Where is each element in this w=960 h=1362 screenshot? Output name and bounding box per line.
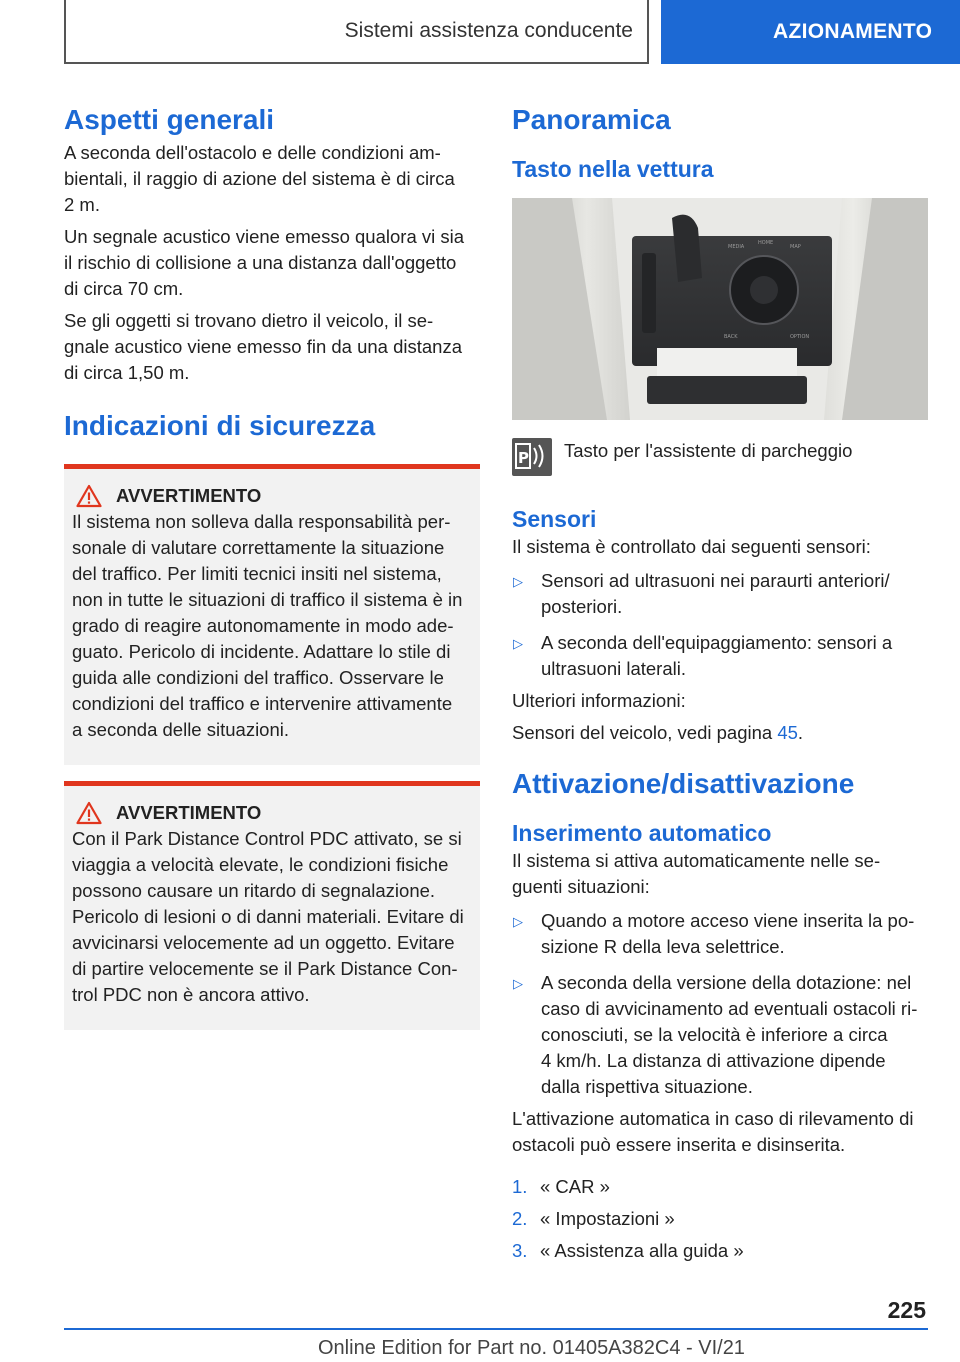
parking-assistant-icon	[512, 438, 552, 476]
step-text: « CAR »	[540, 1176, 610, 1197]
step-number: 2.	[512, 1208, 528, 1229]
step-item	[512, 1174, 928, 1200]
sensors-intro: Il sistema è controllato dai seguenti sensori:	[512, 536, 871, 557]
heading-button: Tasto nella vettura	[512, 156, 714, 182]
heading-auto: Inserimento automatico	[512, 820, 772, 846]
heading-general: Aspetti generali	[64, 104, 275, 135]
warning-title	[72, 483, 472, 509]
list-item	[512, 970, 928, 1100]
text-line: non in tutte le situazioni di traffico il sistema è in	[72, 589, 463, 610]
text-line: Il sistema si attiva automaticamente nelle se-	[512, 850, 881, 871]
paragraph-range	[64, 140, 480, 218]
edition-text: Online Edition for Part no. 01405A382C4 - VI/21	[318, 1337, 745, 1359]
caption-text: Tasto per l'assistente di parcheggio	[564, 440, 853, 461]
text-line: caso di avvicinamento ad eventuali ostacoli ri-	[541, 998, 918, 1019]
heading-sensors: Sensori	[512, 506, 597, 532]
chapter-title: AZIONAMENTO	[773, 20, 933, 43]
text-line: 4 km/h. La distanza di attivazione dipende	[541, 1050, 886, 1071]
text-line: viaggia a velocità elevate, le condizioni fisiche	[72, 854, 449, 875]
footer-divider	[64, 1328, 928, 1330]
triangle-bullet-icon: ▷	[513, 636, 523, 651]
paragraph-signal	[64, 224, 480, 302]
cross-reference	[512, 720, 928, 746]
list-item	[512, 568, 928, 620]
text-line: di partire velocemente se il Park Distance Con-	[72, 958, 458, 979]
paragraph-rear	[64, 308, 480, 386]
warning-text	[72, 826, 472, 1008]
text-line: gnale acustico viene emesso fin da una distanza	[64, 336, 463, 357]
text-line: guato. Pericolo di incidente. Adattare lo stile di	[72, 641, 451, 662]
step-number: 1.	[512, 1176, 528, 1197]
warning-box	[64, 464, 480, 765]
text-line: del traffico. Per limiti tecnici insiti nel sistema,	[72, 563, 442, 584]
triangle-bullet-icon: ▷	[513, 574, 523, 589]
warning-box	[64, 781, 480, 1030]
step-text: « Assistenza alla guida »	[540, 1240, 744, 1261]
svg-text:OPTION: OPTION	[790, 334, 810, 340]
page-number: 225	[887, 1297, 926, 1323]
page-header	[0, 0, 960, 66]
text-line: condizioni del traffico e intervenire attivamente	[72, 693, 453, 714]
text-line: Pericolo di lesioni o di danni materiali. Evitare di	[72, 906, 464, 927]
text-line: di circa 70 cm.	[64, 278, 184, 299]
svg-text:MAP: MAP	[790, 244, 801, 250]
svg-text:HOME: HOME	[758, 240, 774, 246]
reference-end: .	[797, 722, 804, 743]
warning-text	[72, 509, 472, 743]
text-line: Se gli oggetti si trovano dietro il veicolo, il se-	[64, 310, 434, 331]
step-item	[512, 1206, 928, 1232]
heading-overview: Panoramica	[512, 104, 671, 135]
reference-text: Sensori del veicolo, vedi pagina	[512, 722, 778, 743]
text-line: Quando a motore acceso viene inserita la po-	[541, 910, 915, 931]
text-line: posteriori.	[541, 596, 623, 617]
right-column	[512, 100, 928, 1264]
text-line: A seconda della versione della dotazione: nel	[541, 972, 912, 993]
text-line: ultrasuoni laterali.	[541, 658, 686, 679]
text-line: bientali, il raggio di azione del sistema è di circa	[64, 168, 455, 189]
photo-caption	[512, 438, 928, 476]
text-line: sonale di valutare correttamente la situazione	[72, 537, 445, 558]
warning-triangle-icon	[76, 484, 102, 508]
text-line: sizione R della leva selettrice.	[541, 936, 785, 957]
step-item	[512, 1238, 928, 1264]
list-item	[512, 630, 928, 682]
warning-title-text: AVVERTIMENTO	[116, 485, 262, 506]
section-title: Sistemi assistenza conducente	[344, 19, 633, 42]
warning-title-text: AVVERTIMENTO	[116, 802, 262, 823]
text-line: di circa 1,50 m.	[64, 362, 190, 383]
text-line: ostacoli può essere inserita e disinserita.	[512, 1134, 846, 1155]
text-line: possono causare un ritardo di segnalazione.	[72, 880, 436, 901]
text-line: guenti situazioni:	[512, 876, 650, 897]
page-link[interactable]: 45	[777, 722, 798, 743]
console-photo	[512, 198, 928, 420]
text-line: L'attivazione automatica in caso di rilevamento di	[512, 1108, 914, 1129]
triangle-bullet-icon: ▷	[513, 914, 523, 929]
section-tab[interactable]	[64, 0, 649, 64]
chapter-tab[interactable]	[661, 0, 960, 64]
text-line: A seconda dell'ostacolo e delle condizioni am-	[64, 142, 441, 163]
text-line: guida alle condizioni del traffico. Osservare le	[72, 667, 444, 688]
step-text: « Impostazioni »	[540, 1208, 675, 1229]
list-item	[512, 908, 928, 960]
text-line: Il sistema non solleva dalla responsabilità per-	[72, 511, 451, 532]
text-line: dalla rispettiva situazione.	[541, 1076, 753, 1097]
text-line: grado di reagire autonomamente in modo ade-	[72, 615, 454, 636]
text-line: Con il Park Distance Control PDC attivato, se si	[72, 828, 462, 849]
text-line: avvicinarsi velocemente ad un oggetto. Evitare	[72, 932, 455, 953]
text-line: conosciuti, se la velocità è inferiore a circa	[541, 1024, 888, 1045]
text-line: 2 m.	[64, 194, 100, 215]
warning-triangle-icon	[76, 801, 102, 825]
text-line: Sensori ad ultrasuoni nei paraurti anteriori/	[541, 570, 890, 591]
more-info-label: Ulteriori informazioni:	[512, 690, 686, 711]
step-number: 3.	[512, 1240, 528, 1261]
heading-activation: Attivazione/disattivazione	[512, 768, 855, 799]
text-line: a seconda delle situazioni.	[72, 719, 290, 740]
auto-note	[512, 1106, 928, 1158]
triangle-bullet-icon: ▷	[513, 976, 523, 991]
svg-text:BACK: BACK	[724, 334, 738, 340]
text-line: il rischio di collisione a una distanza dall'oggetto	[64, 252, 457, 273]
text-line: Un segnale acustico viene emesso qualora vi sia	[64, 226, 465, 247]
warning-title	[72, 800, 472, 826]
left-column	[64, 100, 480, 1030]
svg-text:MEDIA: MEDIA	[728, 244, 745, 250]
heading-safety: Indicazioni di sicurezza	[64, 410, 376, 441]
text-line: trol PDC non è ancora attivo.	[72, 984, 310, 1005]
text-line: A seconda dell'equipaggiamento: sensori a	[541, 632, 893, 653]
auto-intro	[512, 848, 928, 900]
svg-text:P: P	[518, 449, 529, 467]
